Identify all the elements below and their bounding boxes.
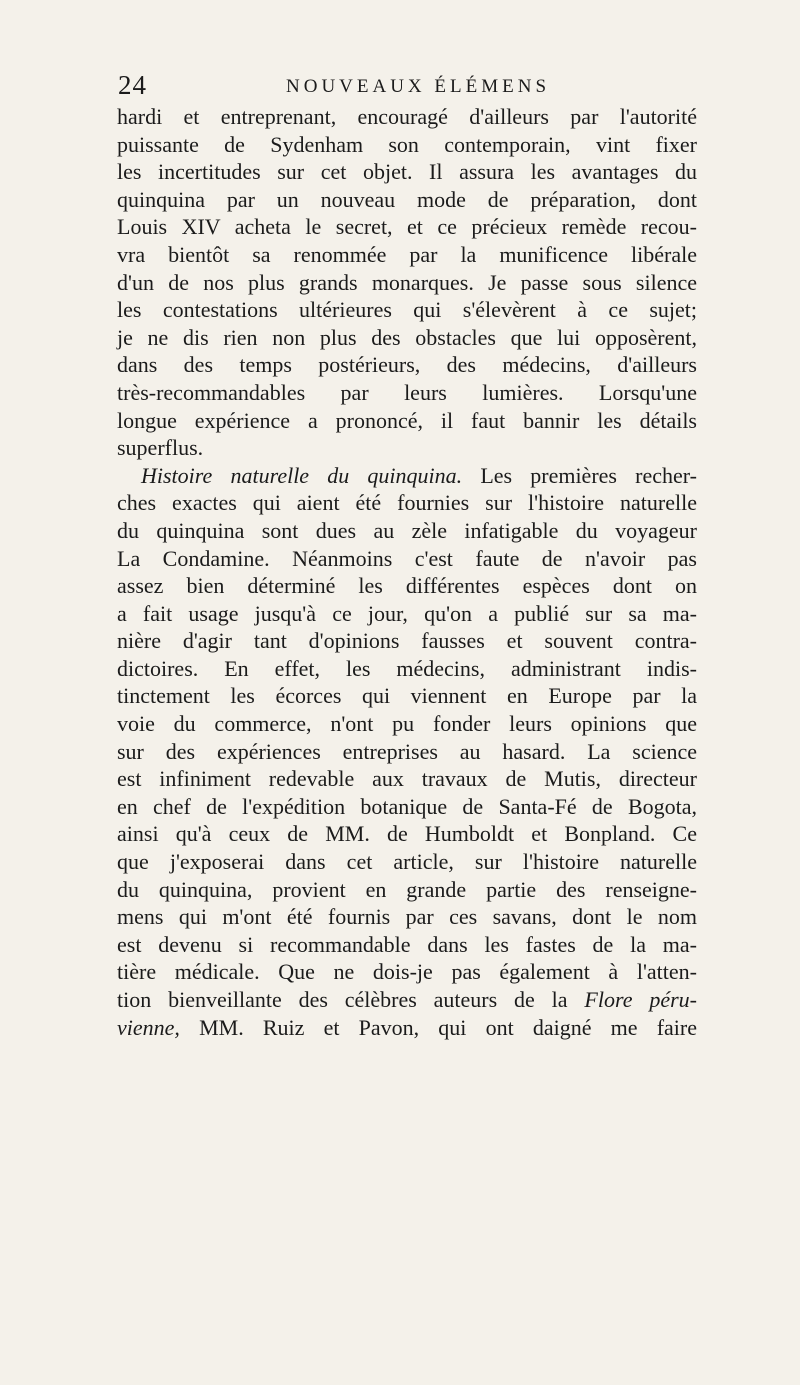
text-line: sur des expériences entreprises au hasard. La science	[117, 738, 697, 764]
text-run: MM. Ruiz et Pavon, qui ont daigné me faire	[199, 1014, 697, 1040]
text-run: Les premières recher-	[480, 462, 697, 488]
text-line	[117, 986, 697, 1014]
running-head	[118, 70, 678, 104]
text-line: tinctement les écorces qui viennent en Europe par la	[117, 683, 697, 709]
book-title: vienne,	[117, 1014, 180, 1040]
text-line: les incertitudes sur cet objet. Il assura les avantages du	[117, 159, 697, 185]
text-line: en chef de l'expédition botanique de Santa-Fé de Bogota,	[117, 793, 697, 819]
section-heading: Histoire naturelle du quinquina.	[141, 462, 463, 488]
text-line: les contestations ultérieures qui s'élevèrent à ce sujet;	[117, 297, 697, 323]
text-line: vra bientôt sa renommée par la munificence libérale	[117, 241, 697, 267]
text-line: La Condamine. Néanmoins c'est faute de n'avoir pas	[117, 545, 697, 571]
text-line: ainsi qu'à ceux de MM. de Humboldt et Bonpland. Ce	[117, 821, 697, 847]
text-line: longue expérience a prononcé, il faut bannir les détails	[117, 407, 697, 433]
text-line: du quinquina, provient en grande partie des renseigne-	[117, 876, 697, 902]
section-heading-line	[117, 462, 697, 490]
text-line: est infiniment redevable aux travaux de Mutis, directeur	[117, 766, 697, 792]
text-line	[117, 1014, 697, 1042]
text-line: quinquina par un nouveau mode de préparation, dont	[117, 186, 697, 212]
text-line: très-recommandables par leurs lumières. Lorsqu'une	[117, 379, 697, 405]
text-line: est devenu si recommandable dans les fastes de la ma-	[117, 931, 697, 957]
text-line: puissante de Sydenham son contemporain, vint fixer	[117, 131, 697, 157]
text-line: a fait usage jusqu'à ce jour, qu'on a publié sur sa ma-	[117, 600, 697, 626]
text-line: superflus.	[117, 435, 204, 461]
text-line: je ne dis rien non plus des obstacles que lui opposèrent,	[117, 324, 697, 350]
body-text	[117, 103, 697, 1041]
running-title: NOUVEAUX ÉLÉMENS	[286, 76, 551, 97]
text-line: hardi et entreprenant, encouragé d'ailleurs par l'autorité	[117, 104, 697, 129]
text-line: Louis XIV acheta le secret, et ce précieux remède recou-	[117, 214, 697, 240]
text-line: ches exactes qui aient été fournies sur l'histoire naturelle	[117, 490, 697, 516]
book-title: Flore péru-	[584, 987, 697, 1012]
text-line: voie du commerce, n'ont pu fonder leurs opinions que	[117, 711, 697, 737]
text-line: tière médicale. Que ne dois-je pas également à l'atten-	[117, 959, 697, 985]
text-line: que j'exposerai dans cet article, sur l'histoire naturelle	[117, 849, 697, 875]
text-line: nière d'agir tant d'opinions fausses et souvent contra-	[117, 628, 697, 654]
text-line: du quinquina sont dues au zèle infatigable du voyageur	[117, 517, 697, 543]
text-line: mens qui m'ont été fournis par ces savans, dont le nom	[117, 904, 697, 930]
text-line: d'un de nos plus grands monarques. Je passe sous silence	[117, 269, 697, 295]
text-line: dictoires. En effet, les médecins, administrant indis-	[117, 655, 697, 681]
text-line: dans des temps postérieurs, des médecins, d'ailleurs	[117, 352, 697, 378]
text-run: tion bienveillante des célèbres auteurs de la	[117, 987, 585, 1012]
page-number: 24	[118, 70, 147, 100]
text-line: assez bien déterminé les différentes espèces dont on	[117, 573, 697, 599]
